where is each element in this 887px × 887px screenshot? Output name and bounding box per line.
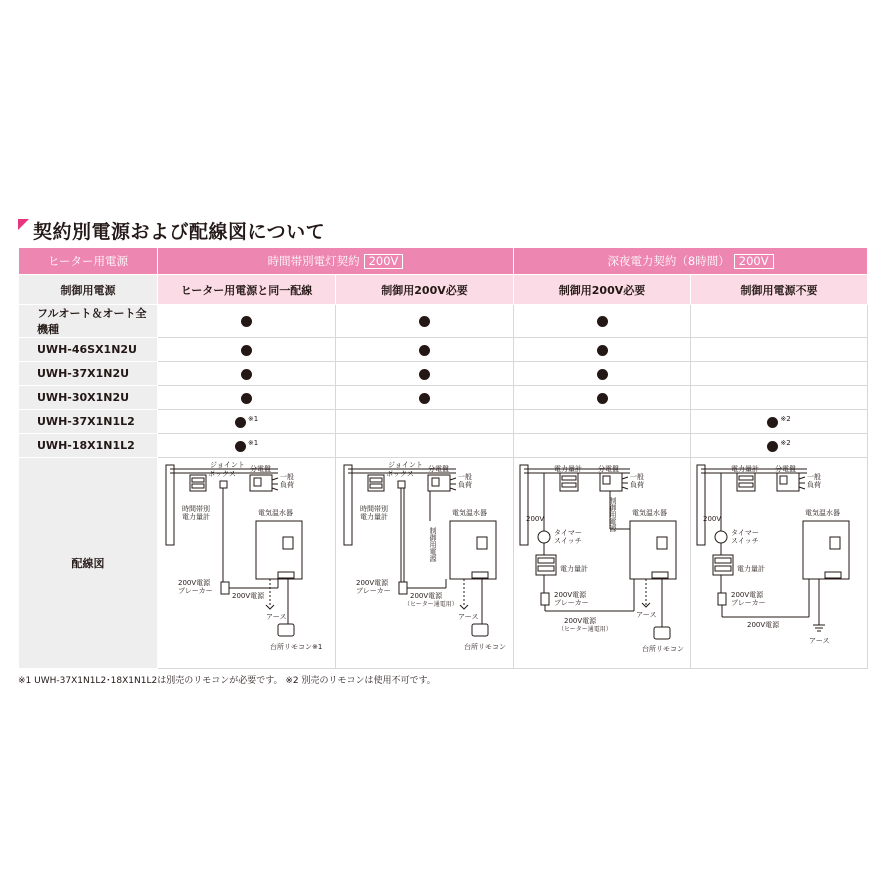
table-row [19, 410, 868, 434]
d2-joint-box-label: ジョイントボックス [386, 461, 423, 478]
compatible-dot-icon [241, 345, 252, 356]
compat-cell [691, 362, 868, 386]
d4-panel-label: 分電盤 [775, 465, 797, 473]
d2-panel-label: 分電盤 [428, 465, 449, 473]
table-row [19, 338, 868, 362]
compat-cell [336, 305, 514, 338]
d3-breaker-label: 200V電源ブレーカー [554, 591, 589, 607]
row-model-name: UWH-37X1N2U [19, 362, 158, 386]
d1-earth-label: アース [266, 613, 287, 621]
d2-power-sub-label: （ヒーター通電用） [404, 601, 458, 608]
d2-general-load-label: 一般負荷 [458, 473, 472, 489]
d4-breaker-label: 200V電源ブレーカー [731, 591, 766, 607]
header-group1-label: 時間帯別電灯契約 [267, 254, 360, 268]
compatible-dot-icon [419, 316, 430, 327]
compatible-dot-icon [241, 393, 252, 404]
diagram-row [19, 458, 868, 669]
compat-cell [158, 305, 336, 338]
compatible-dot-icon [597, 369, 608, 380]
d1-power-label: 200V電源 [232, 592, 265, 600]
d3-earth-label: アース [636, 611, 657, 619]
compat-cell [336, 434, 514, 458]
compat-cell [514, 434, 691, 458]
d3-remote-label: 台所リモコン [642, 645, 685, 653]
d1-meter-label: 時間帯別電力量計 [182, 505, 210, 521]
compatible-dot-icon [241, 369, 252, 380]
d3-control-label: 制御用電源 [609, 497, 618, 532]
compat-cell [691, 338, 868, 362]
header-col4: 制御用電源不要 [691, 275, 868, 305]
compat-cell [336, 338, 514, 362]
compat-cell [158, 386, 336, 410]
header-heater-power: ヒーター用電源 [19, 248, 158, 275]
d3-general-load-label: 一般負荷 [630, 473, 645, 489]
header-col1: ヒーター用電源と同一配線 [158, 275, 336, 305]
compatible-dot-icon [235, 441, 246, 452]
d3-panel-label: 分電盤 [598, 465, 620, 473]
compat-cell [691, 434, 868, 458]
header-time-of-use-contract [158, 248, 514, 275]
d2-meter-label: 時間帯別電力量計 [360, 505, 388, 521]
compatible-dot-icon [419, 393, 430, 404]
d2-breaker-label: 200V電源ブレーカー [356, 579, 391, 595]
compatible-dot-icon [597, 393, 608, 404]
d2-heater-label: 電気温水器 [452, 509, 487, 517]
row-model-name: UWH-18X1N1L2 [19, 434, 158, 458]
compatible-dot-icon [597, 316, 608, 327]
d4-power-label: 200V電源 [747, 621, 780, 629]
footnote-ref: ※2 [780, 439, 791, 447]
compat-cell [514, 338, 691, 362]
compat-cell [158, 410, 336, 434]
header-group2-voltage: 200V [734, 254, 774, 269]
page-title: 契約別電源および配線図について [33, 221, 326, 243]
header-row-power [19, 248, 868, 275]
table-row [19, 386, 868, 410]
d1-breaker-label: 200V電源ブレーカー [178, 579, 213, 595]
spec-table [18, 247, 868, 669]
title-marker-icon [18, 219, 29, 230]
d3-meter-label: 電力量計 [560, 565, 589, 573]
d4-heater-label: 電気温水器 [805, 509, 841, 517]
d1-panel-label: 分電盤 [250, 465, 271, 473]
d2-remote-label: 台所リモコン [464, 643, 506, 651]
d1-heater-label: 電気温水器 [258, 509, 293, 517]
compatible-dot-icon [235, 417, 246, 428]
row-model-name: UWH-30X1N2U [19, 386, 158, 410]
d3-power-sub-label: （ヒーター通電用） [558, 626, 612, 633]
wiring-diagram-3 [514, 458, 691, 669]
wiring-diagram-1 [158, 458, 336, 669]
compat-cell [514, 386, 691, 410]
header-row-control [19, 275, 868, 305]
d4-meter-label: 電力量計 [737, 565, 766, 573]
row-model-name: UWH-46SX1N2U [19, 338, 158, 362]
compat-cell [336, 410, 514, 434]
header-col3: 制御用200V必要 [514, 275, 691, 305]
d4-timer-label: タイマースイッチ [731, 529, 759, 545]
footnote-ref: ※2 [780, 415, 791, 423]
row-model-name: UWH-37X1N1L2 [19, 410, 158, 434]
d4-200v-label: 200V [703, 515, 722, 523]
d4-meter-top-label: 電力量計 [731, 465, 760, 473]
compat-cell [158, 434, 336, 458]
compat-cell [158, 338, 336, 362]
compatible-dot-icon [419, 345, 430, 356]
compatible-dot-icon [767, 417, 778, 428]
header-group1-voltage: 200V [364, 254, 404, 269]
compat-cell [336, 386, 514, 410]
d3-meter-top-label: 電力量計 [554, 465, 583, 473]
footnote-ref: ※1 [247, 415, 259, 423]
d3-heater-label: 電気温水器 [632, 509, 668, 517]
d2-earth-label: アース [458, 613, 479, 621]
table-row [19, 305, 868, 338]
compat-cell [514, 410, 691, 434]
footnote-ref: ※1 [247, 439, 259, 447]
wiring-diagram-2 [336, 458, 514, 669]
d3-power-label: 200V電源 [564, 617, 597, 625]
diagram-row-label: 配線図 [19, 458, 158, 669]
table-row [19, 434, 868, 458]
compat-cell [691, 410, 868, 434]
compat-cell [158, 362, 336, 386]
compat-cell [514, 305, 691, 338]
wiring-diagram-4 [691, 458, 868, 669]
compat-cell [514, 362, 691, 386]
d4-general-load-label: 一般負荷 [807, 473, 822, 489]
header-night-contract [514, 248, 868, 275]
d3-200v-label: 200V [526, 515, 545, 523]
header-control-power: 制御用電源 [19, 275, 158, 305]
row-model-name: フルオート＆オート全機種 [19, 305, 158, 338]
d2-control-label: 制御用電源 [429, 527, 437, 562]
footnote: ※1 UWH-37X1N1L2･18X1N1L2は別売のリモコンが必要です。 ※2 別売のリモコンは使用不可です。 [18, 676, 436, 686]
d4-earth-label: アース [809, 637, 830, 645]
d1-joint-box-label: ジョイントボックス [208, 461, 245, 478]
compat-cell [691, 386, 868, 410]
table-row [19, 362, 868, 386]
compatible-dot-icon [597, 345, 608, 356]
compatible-dot-icon [419, 369, 430, 380]
header-col2: 制御用200V必要 [336, 275, 514, 305]
compat-cell [336, 362, 514, 386]
d1-general-load-label: 一般負荷 [280, 473, 294, 489]
compat-cell [691, 305, 868, 338]
compatible-dot-icon [767, 441, 778, 452]
d2-power-label: 200V電源 [410, 592, 443, 600]
compatible-dot-icon [241, 316, 252, 327]
d1-remote-label: 台所リモコン※1 [270, 643, 323, 651]
d3-timer-label: タイマースイッチ [554, 529, 582, 545]
header-group2-label: 深夜電力契約（8時間） [607, 254, 730, 268]
